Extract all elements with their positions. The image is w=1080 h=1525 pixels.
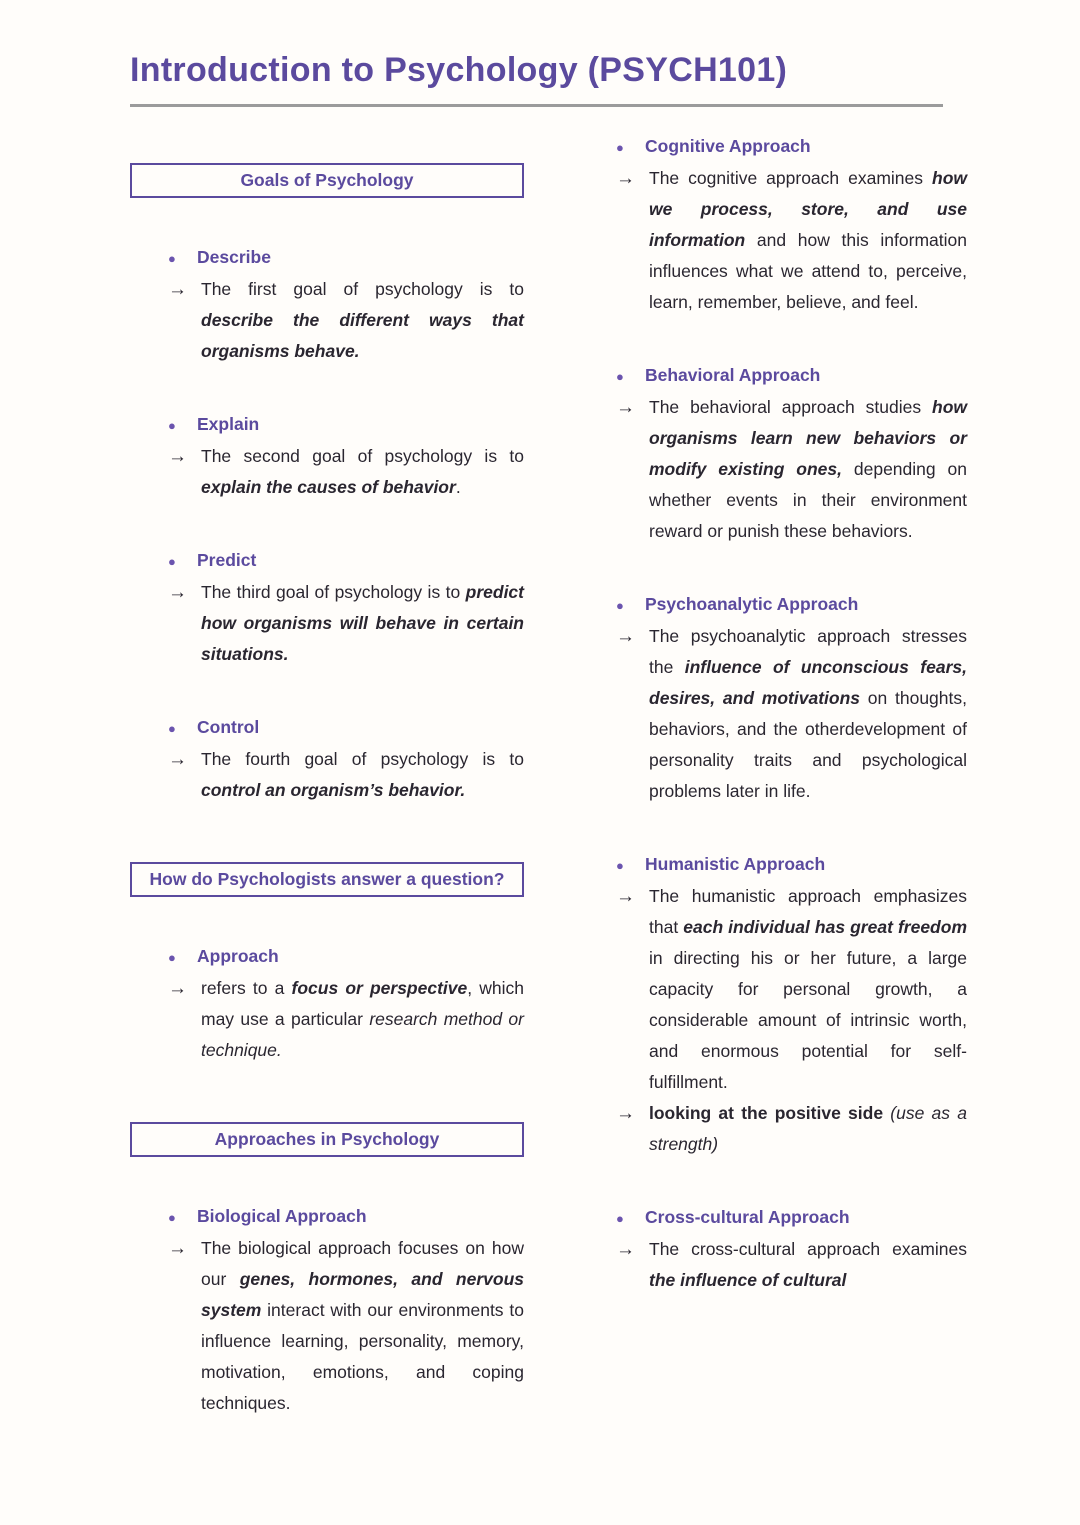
entry-heading-row bbox=[168, 545, 524, 577]
entry-paragraph bbox=[649, 392, 967, 547]
entry-heading-row bbox=[616, 131, 967, 163]
entry-paragraph-row bbox=[168, 441, 524, 503]
arrow-icon: → bbox=[616, 1103, 635, 1124]
text-run: refers to a bbox=[201, 978, 292, 998]
entry-heading-row bbox=[168, 941, 524, 973]
entry-heading: Biological Approach bbox=[197, 1206, 367, 1226]
entry-paragraph-row bbox=[616, 1234, 967, 1296]
arrow-icon: → bbox=[168, 279, 187, 300]
entry-heading: Describe bbox=[197, 247, 271, 267]
entry-paragraph-row bbox=[616, 621, 967, 807]
entry-heading: Cross-cultural Approach bbox=[645, 1207, 850, 1227]
entry-heading-row bbox=[168, 712, 524, 744]
entry-behavioral-approach bbox=[611, 360, 967, 547]
entry-paragraph bbox=[201, 441, 524, 503]
text-run: (use as a strength) bbox=[649, 1103, 967, 1154]
entry-heading-row bbox=[616, 360, 967, 392]
section-title-box-how-do-psychologists-answer-a-question: How do Psychologists answer a question? bbox=[130, 862, 524, 897]
entry-paragraph bbox=[201, 274, 524, 367]
page-title: Introduction to Psychology (PSYCH101) bbox=[130, 51, 788, 89]
entry-cognitive-approach bbox=[611, 131, 967, 318]
entry-heading: Humanistic Approach bbox=[645, 854, 826, 874]
text-run: focus or perspective bbox=[291, 978, 468, 998]
text-run: predict how organisms will behave in certain situations. bbox=[201, 582, 524, 664]
entry-heading: Cognitive Approach bbox=[645, 136, 811, 156]
text-run: research method or technique. bbox=[201, 1009, 524, 1060]
entry-heading-row bbox=[168, 409, 524, 441]
arrow-icon: → bbox=[168, 446, 187, 467]
bullet-icon: ● bbox=[616, 858, 624, 873]
text-run: depending on whether events in their environment reward or punish these behaviors. bbox=[649, 459, 967, 541]
arrow-icon: → bbox=[168, 749, 187, 770]
text-run: explain the causes of behavior bbox=[201, 477, 456, 497]
entry-heading: Psychoanalytic Approach bbox=[645, 594, 859, 614]
arrow-icon: → bbox=[168, 582, 187, 603]
entry-heading-row bbox=[616, 1202, 967, 1234]
arrow-icon: → bbox=[168, 978, 187, 999]
entry-paragraph bbox=[201, 973, 524, 1066]
arrow-icon: → bbox=[616, 886, 635, 907]
bullet-icon: ● bbox=[168, 251, 176, 266]
text-run: in directing his or her future, a large capacity for personal growth, a considerable amount of intrinsic worth, and enormous potential for self-fulfillment. bbox=[649, 948, 967, 1092]
right-column bbox=[611, 107, 967, 1338]
text-run: The behavioral approach studies bbox=[649, 397, 932, 417]
text-run: The psychoanalytic approach stresses the bbox=[649, 626, 967, 677]
bullet-icon: ● bbox=[168, 418, 176, 433]
entry-paragraph bbox=[649, 163, 967, 318]
arrow-icon: → bbox=[616, 168, 635, 189]
entry-heading-row bbox=[616, 589, 967, 621]
text-run: The third goal of psychology is to bbox=[201, 582, 466, 602]
entry-humanistic-approach bbox=[611, 849, 967, 1160]
text-run: how we process, store, and use information bbox=[649, 168, 967, 250]
entry-paragraph bbox=[649, 1098, 967, 1160]
entry-heading-row bbox=[616, 849, 967, 881]
text-run: The cognitive approach examines bbox=[649, 168, 932, 188]
text-run: control an organism’s behavior. bbox=[201, 780, 466, 800]
text-run: The first goal of psychology is to bbox=[201, 279, 524, 299]
bullet-icon: ● bbox=[168, 1210, 176, 1225]
entry-paragraph-row bbox=[616, 881, 967, 1098]
bullet-icon: ● bbox=[616, 369, 624, 384]
text-run: on thoughts, behaviors, and the otherdevelopment of personality traits and psychological problems later in life. bbox=[649, 688, 967, 801]
entry-paragraph bbox=[649, 1234, 967, 1296]
text-run: , which may use a particular bbox=[201, 978, 524, 1029]
entry-biological-approach bbox=[130, 1201, 524, 1419]
entry-approach bbox=[130, 941, 524, 1066]
text-run: The cross-cultural approach examines bbox=[649, 1239, 967, 1259]
entry-heading: Predict bbox=[197, 550, 257, 570]
arrow-icon: → bbox=[616, 626, 635, 647]
text-run: genes, hormones, and nervous system bbox=[201, 1269, 525, 1320]
text-run: each individual has great freedom bbox=[683, 917, 967, 937]
left-column bbox=[130, 107, 524, 1461]
section-title-box-goals-of-psychology: Goals of Psychology bbox=[130, 163, 524, 198]
entry-paragraph-row bbox=[168, 973, 524, 1066]
text-run: looking at the positive side bbox=[649, 1103, 884, 1123]
entry-paragraph-row bbox=[168, 1233, 524, 1419]
section-title-box-approaches-in-psychology: Approaches in Psychology bbox=[130, 1122, 524, 1157]
text-run: influence of unconscious fears, desires, and motivations bbox=[649, 657, 967, 708]
entry-paragraph bbox=[201, 1233, 524, 1419]
entry-paragraph-row bbox=[616, 1098, 967, 1160]
text-run: The humanistic approach emphasizes that bbox=[649, 886, 967, 937]
entry-paragraph-row bbox=[616, 163, 967, 318]
entry-predict bbox=[130, 545, 524, 670]
bullet-icon: ● bbox=[616, 1211, 624, 1226]
entry-psychoanalytic-approach bbox=[611, 589, 967, 807]
entry-heading: Behavioral Approach bbox=[645, 365, 821, 385]
entry-paragraph bbox=[201, 577, 524, 670]
entry-cross-cultural-approach bbox=[611, 1202, 967, 1296]
bullet-icon: ● bbox=[616, 140, 624, 155]
entry-paragraph bbox=[201, 744, 524, 806]
arrow-icon: → bbox=[616, 397, 635, 418]
entry-paragraph-row bbox=[168, 577, 524, 670]
entry-paragraph-row bbox=[616, 392, 967, 547]
text-run: . bbox=[455, 477, 461, 497]
bullet-icon: ● bbox=[168, 554, 176, 569]
entry-paragraph bbox=[649, 621, 967, 807]
entry-explain bbox=[130, 409, 524, 503]
columns-container bbox=[130, 107, 1080, 1461]
entry-heading-row bbox=[168, 242, 524, 274]
entry-paragraph-row bbox=[168, 744, 524, 806]
text-run: describe the different ways that organisms behave. bbox=[201, 310, 524, 361]
entry-heading: Approach bbox=[197, 946, 279, 966]
text-run: The fourth goal of psychology is to bbox=[201, 749, 524, 769]
entry-describe bbox=[130, 242, 524, 367]
text-run: the influence of cultural bbox=[649, 1270, 847, 1290]
entry-heading-row bbox=[168, 1201, 524, 1233]
entry-paragraph bbox=[649, 881, 967, 1098]
text-run: and how this information influences what we attend to, perceive, learn, remember, believe, and feel. bbox=[649, 230, 967, 312]
arrow-icon: → bbox=[616, 1239, 635, 1260]
text-run: The second goal of psychology is to bbox=[201, 446, 524, 466]
entry-heading: Control bbox=[197, 717, 260, 737]
entry-control bbox=[130, 712, 524, 806]
entry-heading: Explain bbox=[197, 414, 260, 434]
bullet-icon: ● bbox=[168, 950, 176, 965]
bullet-icon: ● bbox=[168, 721, 176, 736]
text-run: interact with our environments to influence learning, personality, memory, motivation, emotions, and coping techniques. bbox=[201, 1300, 524, 1413]
text-run: The biological approach focuses on how our bbox=[201, 1238, 524, 1289]
bullet-icon: ● bbox=[616, 598, 624, 613]
entry-paragraph-row bbox=[168, 274, 524, 367]
text-run: how organisms learn new behaviors or modify existing ones, bbox=[649, 397, 967, 479]
arrow-icon: → bbox=[168, 1238, 187, 1259]
